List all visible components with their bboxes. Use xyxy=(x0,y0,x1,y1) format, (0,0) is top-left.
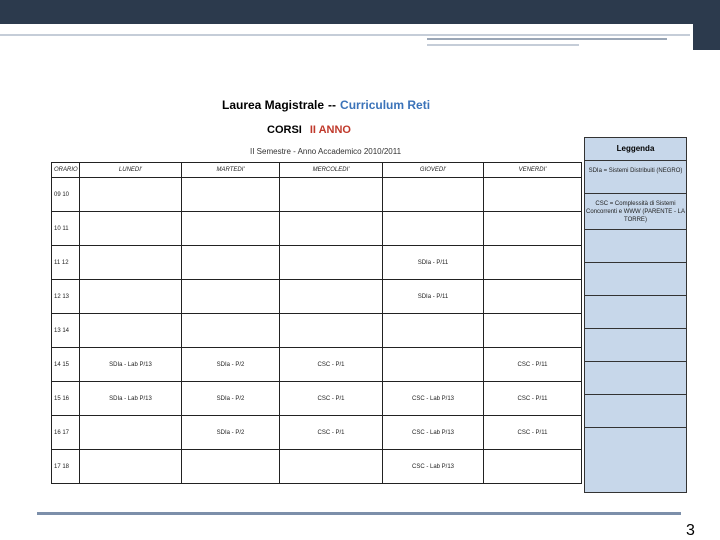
schedule-cell xyxy=(484,450,582,484)
col-header: GIOVEDI' xyxy=(383,163,484,178)
schedule-cell xyxy=(383,348,484,382)
table-row xyxy=(52,212,582,246)
schedule-cell xyxy=(182,314,280,348)
col-header: ORARIO xyxy=(52,163,80,178)
title-separator: -- xyxy=(328,98,337,112)
schedule-cell xyxy=(80,416,182,450)
schedule-cell xyxy=(484,246,582,280)
col-header: MERCOLEDI' xyxy=(280,163,383,178)
schedule-cell xyxy=(484,280,582,314)
schedule-cell: SDIa - Lab P/13 xyxy=(80,382,182,416)
legend-empty-row xyxy=(585,362,686,395)
title-curriculum: Curriculum Reti xyxy=(340,98,431,112)
schedule-cell: CSC - P/11 xyxy=(484,382,582,416)
header-rule-short-2 xyxy=(427,44,579,46)
schedule-cell xyxy=(80,212,182,246)
legend-empty-row xyxy=(585,395,686,428)
semester-label: II Semestre - Anno Accademico 2010/2011 xyxy=(250,147,402,156)
schedule-cell xyxy=(182,450,280,484)
time-slot-cell: 11 12 xyxy=(52,246,80,280)
subtitle-anno: II ANNO xyxy=(309,124,351,136)
legend-entry: SDIa = Sistemi Distribuiti (NEGRO) xyxy=(585,161,686,194)
document-subtitle xyxy=(267,124,351,136)
schedule-cell: SDIa - P/11 xyxy=(383,246,484,280)
col-header: MARTEDI' xyxy=(182,163,280,178)
legend-empty-row xyxy=(585,230,686,263)
schedule-cell xyxy=(80,178,182,212)
legend-title: Leggenda xyxy=(585,138,686,161)
time-slot-cell: 14 15 xyxy=(52,348,80,382)
time-slot-cell: 16 17 xyxy=(52,416,80,450)
col-header: VENERDI' xyxy=(484,163,582,178)
header-rule-short xyxy=(427,38,667,40)
schedule-cell xyxy=(182,178,280,212)
schedule-cell xyxy=(484,178,582,212)
schedule-cell xyxy=(383,314,484,348)
schedule-cell: SDIa - Lab P/13 xyxy=(80,348,182,382)
schedule-cell xyxy=(182,246,280,280)
schedule-table xyxy=(51,162,582,484)
schedule-cell xyxy=(80,246,182,280)
time-slot-cell: 12 13 xyxy=(52,280,80,314)
time-slot-cell: 10 11 xyxy=(52,212,80,246)
schedule-cell xyxy=(280,178,383,212)
schedule-cell: SDIa - P/2 xyxy=(182,348,280,382)
schedule-cell xyxy=(484,314,582,348)
legend-empty-row xyxy=(585,296,686,329)
time-slot-cell: 17 18 xyxy=(52,450,80,484)
table-header-row xyxy=(52,163,582,178)
table-row xyxy=(52,416,582,450)
legend-empty-row xyxy=(585,263,686,296)
page-number: 3 xyxy=(686,522,695,539)
schedule-cell xyxy=(80,450,182,484)
schedule-cell xyxy=(182,212,280,246)
schedule-cell: SDIa - P/11 xyxy=(383,280,484,314)
schedule-cell xyxy=(80,280,182,314)
schedule-cell: CSC - P/1 xyxy=(280,416,383,450)
schedule-cell: CSC - Lab P/13 xyxy=(383,450,484,484)
schedule-cell: CSC - P/11 xyxy=(484,416,582,450)
table-row xyxy=(52,382,582,416)
col-header: LUNEDI' xyxy=(80,163,182,178)
schedule-cell xyxy=(383,212,484,246)
document-title xyxy=(222,98,430,112)
schedule-cell xyxy=(80,314,182,348)
legend-panel xyxy=(584,137,687,493)
top-bar-corner xyxy=(693,0,720,50)
schedule-cell xyxy=(383,178,484,212)
schedule-cell: SDIa - P/2 xyxy=(182,416,280,450)
table-row xyxy=(52,314,582,348)
table-row xyxy=(52,280,582,314)
table-row xyxy=(52,178,582,212)
schedule-cell: SDIa - P/2 xyxy=(182,382,280,416)
table-row xyxy=(52,348,582,382)
time-slot-cell: 15 16 xyxy=(52,382,80,416)
schedule-cell xyxy=(280,246,383,280)
schedule-cell xyxy=(280,450,383,484)
top-bar xyxy=(0,0,720,24)
footer-rule xyxy=(37,512,681,515)
schedule-cell xyxy=(280,212,383,246)
table-row xyxy=(52,246,582,280)
schedule-cell: CSC - Lab P/13 xyxy=(383,382,484,416)
schedule-cell xyxy=(280,280,383,314)
schedule-cell: CSC - P/1 xyxy=(280,348,383,382)
subtitle-corsi: CORSI xyxy=(267,124,302,136)
legend-empty-row xyxy=(585,329,686,362)
table-row xyxy=(52,450,582,484)
legend-entry: CSC = Complessità di Sistemi Concorrenti e WWW (PARENTE - LA TORRE) xyxy=(585,194,686,230)
time-slot-cell: 13 14 xyxy=(52,314,80,348)
schedule-cell: CSC - P/11 xyxy=(484,348,582,382)
schedule-cell xyxy=(280,314,383,348)
title-main: Laurea Magistrale xyxy=(222,98,325,112)
schedule-cell xyxy=(182,280,280,314)
header-rule xyxy=(0,34,690,36)
schedule-cell xyxy=(484,212,582,246)
schedule-cell: CSC - P/1 xyxy=(280,382,383,416)
time-slot-cell: 09 10 xyxy=(52,178,80,212)
schedule-cell: CSC - Lab P/13 xyxy=(383,416,484,450)
